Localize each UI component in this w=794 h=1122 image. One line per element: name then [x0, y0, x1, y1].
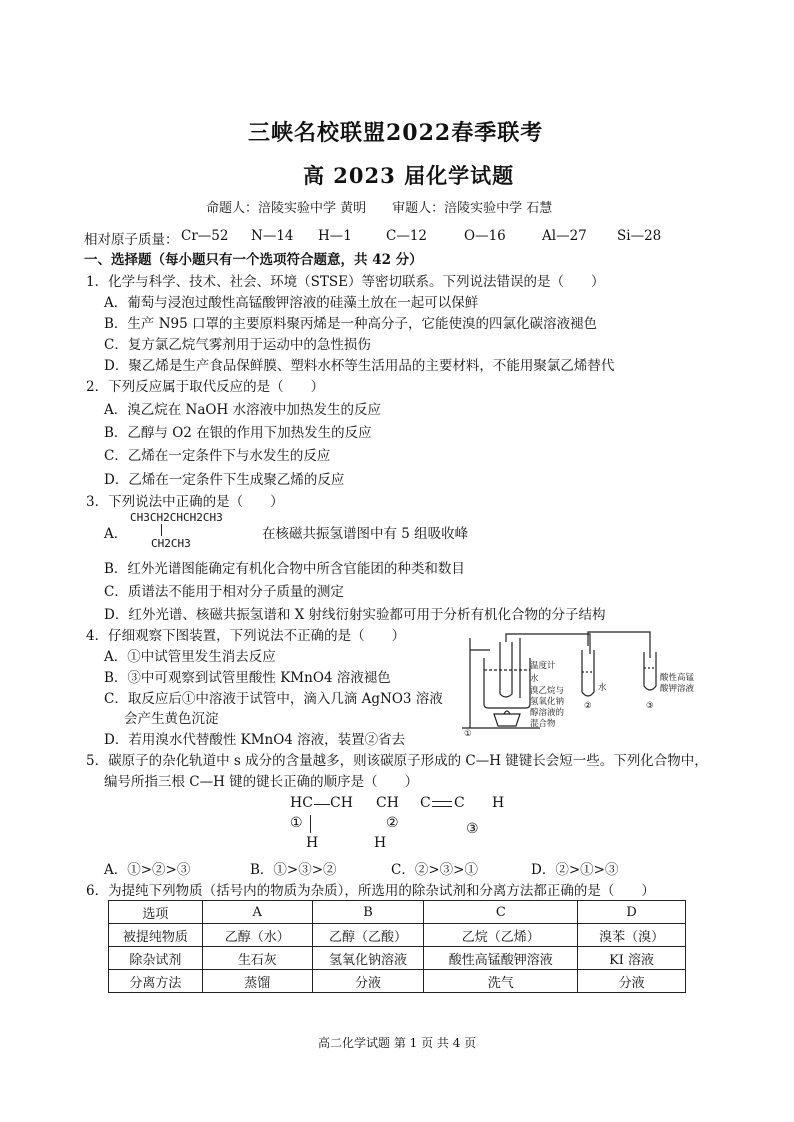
- table-cell: 乙醇（乙酸）: [312, 924, 424, 947]
- table-cell: 氢氧化钠溶液: [312, 947, 424, 970]
- q6-stem: 6．为提纯下列物质（括号内的物质为杂质），所选用的除杂试剂和分离方法都正确的是（ ）: [86, 883, 655, 899]
- page-footer: 高二化学试题 第 1 页 共 4 页: [318, 1036, 477, 1050]
- diagram-number-1: ①: [464, 729, 472, 738]
- table-cell: D: [578, 901, 686, 924]
- q3-formula-top: CH3CH2CHCH2CH3: [130, 511, 223, 524]
- diagram-label-mixture-2: 氢氧化钠: [530, 697, 565, 707]
- q5-stem-line2: 编号所指三根 C—H 键的键长正确的顺序是（ ）: [104, 774, 419, 790]
- table-cell: 分离方法: [109, 970, 203, 993]
- table-row: [109, 901, 686, 924]
- q3-option-a-label: A．: [104, 526, 128, 542]
- atomic-mass-item: O—16: [464, 228, 506, 244]
- atomic-mass-item: Si—28: [617, 228, 662, 244]
- q4-option-c-line1: C．取反应后①中溶液于试管中，滴入几滴 AgNO3 溶液: [104, 691, 443, 707]
- q5-structure: [290, 795, 520, 855]
- table-cell: 洗气: [424, 970, 578, 993]
- table-cell: 溴苯（溴）: [578, 924, 686, 947]
- struct-h-top: H: [492, 795, 505, 811]
- diagram-label-thermometer: 温度计: [530, 661, 556, 671]
- atomic-mass-item: Cr—52: [181, 228, 229, 244]
- struct-vbond-1: [310, 815, 311, 833]
- q1-option-d: D．聚乙烯是生产食品保鲜膜、塑料水杯等生活用品的主要材料，不能用聚氯乙烯替代: [104, 358, 615, 374]
- q2-option-b: B．乙醇与 O2 在银的作用下加热发生的反应: [104, 425, 372, 441]
- struct-double-bond: [432, 801, 452, 807]
- q4-option-b: B．③中可观察到试管里酸性 KMnO4 溶液褪色: [104, 670, 391, 686]
- q4-option-d: D．若用溴水代替酸性 KMnO4 溶液，装置②省去: [104, 732, 406, 748]
- diagram-label-mixture-3: 醇溶液的: [530, 708, 565, 718]
- struct-num-2: ②: [386, 815, 399, 831]
- diagram-label-water: 水: [530, 674, 539, 684]
- q1-option-a: A．葡萄与浸泡过酸性高锰酸钾溶液的硅藻土放在一起可以保鲜: [104, 295, 479, 311]
- authors-line: 命题人：涪陵实验中学 黄明 审题人：涪陵实验中学 石慧: [206, 201, 553, 216]
- table-cell: KI 溶液: [578, 947, 686, 970]
- atomic-mass-item: Al—27: [542, 228, 587, 244]
- struct-num-3: ③: [466, 821, 479, 837]
- table-cell: 分液: [312, 970, 424, 993]
- q3-option-c: C．质谱法不能用于相对分子质量的测定: [104, 584, 344, 600]
- atomic-mass-item: H—1: [318, 228, 352, 244]
- q5-option-d: D．②>①>③: [531, 862, 619, 878]
- table-cell: A: [202, 901, 312, 924]
- table-row: [109, 970, 686, 993]
- diagram-label-mixture-1: 溴乙烷与: [530, 686, 565, 696]
- q4-apparatus-diagram: [460, 628, 720, 738]
- table-cell: 除杂试剂: [109, 947, 203, 970]
- diagram-number-3: ③: [646, 701, 654, 711]
- struct-h-2: H: [374, 835, 387, 851]
- q4-option-c-line2: 会产生黄色沉淀: [124, 711, 219, 727]
- q5-stem-line1: 5．碳原子的杂化轨道中 s 成分的含量越多，则该碳原子形成的 C—H 键键长会短一些。下列化合物中，: [86, 753, 708, 769]
- table-cell: 被提纯物质: [109, 924, 203, 947]
- atomic-mass-line: [84, 228, 179, 248]
- q2-option-d: D．乙烯在一定条件下生成聚乙烯的反应: [104, 472, 345, 488]
- diagram-number-2: ②: [584, 701, 592, 711]
- diagram-label-kmno4-2: 酸钾溶液: [660, 684, 695, 694]
- table-row: [109, 947, 686, 970]
- q3-option-d: D．红外光谱、核磁共振氢谱和 X 射线衍射实验都可用于分析有机化合物的分子结构: [104, 607, 606, 623]
- table-cell: 生石灰: [202, 947, 312, 970]
- q1-option-b: B．生产 N95 口罩的主要原料聚丙烯是一种高分子，它能使溴的四氯化碳溶液褪色: [104, 316, 597, 332]
- atomic-mass-item: N—14: [251, 228, 294, 244]
- q1-stem: 1．化学与科学、技术、社会、环境（STSE）等密切联系。下列说法错误的是（ ）: [86, 274, 605, 290]
- struct-bond: [314, 804, 330, 805]
- table-row: [109, 924, 686, 947]
- q3-formula-bond: [161, 524, 162, 536]
- diagram-label-mixture-4: 混合物: [530, 719, 556, 729]
- q4-stem: 4．仔细观察下图装置，下列说法不正确的是（ ）: [86, 628, 406, 644]
- struct-hc: HC: [290, 795, 313, 811]
- q2-stem: 2．下列反应属于取代反应的是（ ）: [86, 379, 325, 395]
- table-cell: B: [312, 901, 424, 924]
- q5-option-b: B．①>③>②: [250, 862, 337, 878]
- diagram-label-water-2: 水: [598, 683, 607, 693]
- atomic-mass-item: C—12: [386, 228, 428, 244]
- struct-num-1: ①: [290, 815, 303, 831]
- q3-option-a-text: 在核磁共振氢谱图中有 5 组吸收峰: [262, 526, 469, 542]
- table-cell: C: [424, 901, 578, 924]
- table-cell: 酸性高锰酸钾溶液: [424, 947, 578, 970]
- table-cell: 选项: [109, 901, 203, 924]
- exam-subtitle: 高 2023 届化学试题: [303, 163, 515, 188]
- q5-option-c: C．②>③>①: [391, 862, 478, 878]
- table-cell: 分液: [578, 970, 686, 993]
- struct-c-2: C: [454, 795, 465, 811]
- table-cell: 蒸馏: [202, 970, 312, 993]
- table-cell: 乙烷（乙烯）: [424, 924, 578, 947]
- atomic-mass-label: 相对原子质量：: [84, 232, 179, 248]
- q3-formula-bottom: CH2CH3: [151, 537, 191, 550]
- q1-option-c: C．复方氯乙烷气雾剂用于运动中的急性损伤: [104, 337, 371, 353]
- q6-table: [108, 900, 686, 993]
- q2-option-c: C．乙烯在一定条件下与水发生的反应: [104, 448, 331, 464]
- exam-title: 三峡名校联盟2022春季联考: [248, 120, 544, 146]
- q5-option-a: A．①>②>③: [104, 862, 191, 878]
- q4-option-a: A．①中试管里发生消去反应: [104, 649, 276, 665]
- q3-option-b: B．红外光谱图能确定有机化合物中所含官能团的种类和数目: [104, 561, 465, 577]
- struct-ch-1: CH: [330, 795, 353, 811]
- q3-stem: 3．下列说法中正确的是（ ）: [86, 494, 284, 510]
- diagram-label-kmno4-1: 酸性高锰: [660, 673, 695, 683]
- section-heading: 一、选择题（每小题只有一个选项符合题意，共 42 分）: [84, 252, 423, 268]
- q2-option-a: A．溴乙烷在 NaOH 水溶液中加热发生的反应: [104, 402, 382, 418]
- struct-c-1: C: [420, 795, 431, 811]
- struct-ch-2: CH: [376, 795, 399, 811]
- table-cell: 乙醇（水）: [202, 924, 312, 947]
- struct-h-1: H: [306, 835, 319, 851]
